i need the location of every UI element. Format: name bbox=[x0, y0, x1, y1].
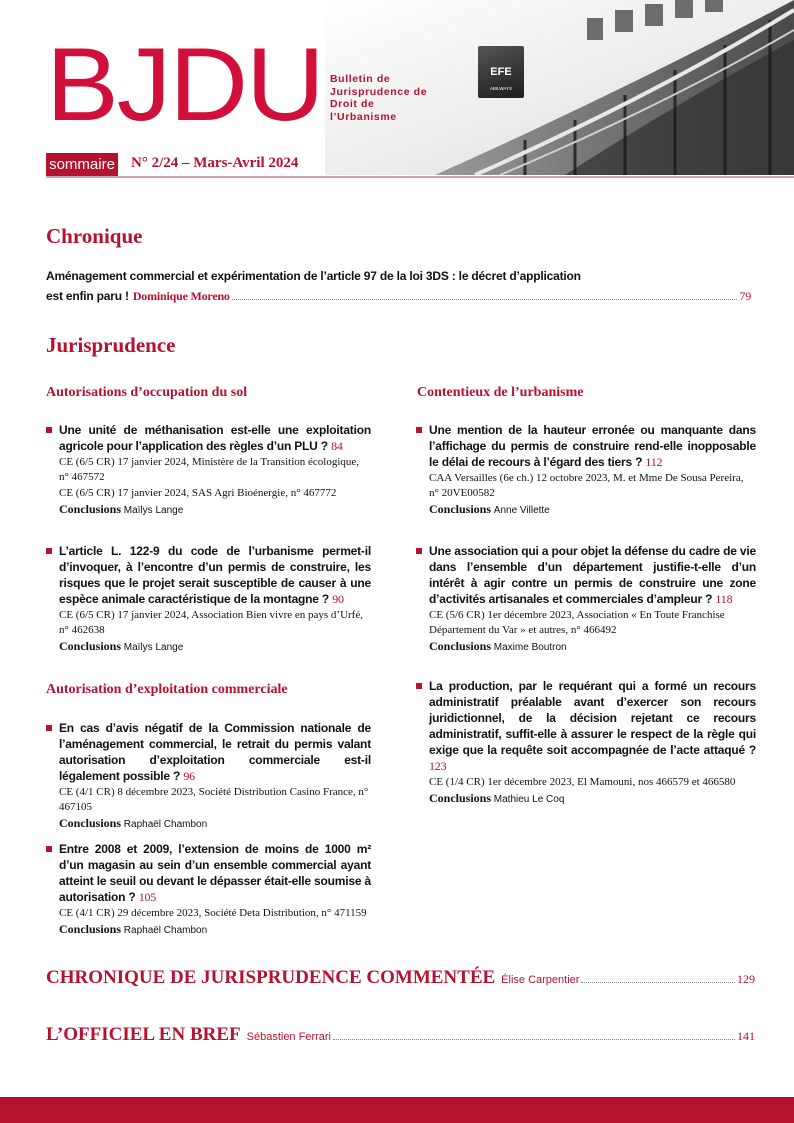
toc-entry[interactable]: Une mention de la hauteur erronée ou manquante dans l’affichage du permis de construire rend-elle inopposable le délai de recours à l’égard des tiers ? 112 CAA Versailles (6e ch.) 12 octobre 2023, M. et Mme De Sousa Pereira, n° 20VE00582 Conclusions Anne Villette bbox=[416, 422, 756, 519]
chronique-author: Dominique Moreno bbox=[132, 289, 230, 303]
toc-entry[interactable]: La production, par le requérant qui a formé un recours administratif préalable avant d’exercer son recours juridictionnel, de la décision rejetant ce recours administratif, suffit-elle à assurer le respect de la règle qui exige que la requête soit accompagnée de l’acte attaqué ? 123 CE (1/4 CR) 1er décembre 2023, El Mamouni, nos 466579 et 466580 Conclusions Mathieu Le Coq bbox=[416, 678, 756, 808]
subsection-occupation-sol: Autorisations d’occupation du sol bbox=[46, 385, 248, 400]
toc-entry[interactable]: Une association qui a pour objet la défense du cadre de vie dans l’ensemble d’un département justifie-t-elle d’un intérêt à agir contre un permis de construire une zone d’activités artisanales et commerciales d’ampleur ? 118 CE (5/6 CR) 1er décembre 2023, Association « En Toute Franchise Département du Var » et autres, n° 466492 Conclusions Maxime Boutron bbox=[416, 543, 756, 656]
toc-entry[interactable]: En cas d’avis négatif de la Commission nationale de l’aménagement commercial, le retrait du permis valant autorisation d’exploitation commerciale est-il légalement possible ? 96 CE (4/1 CR) 8 décembre 2023, Société Distribution Casino France, n° 467105 Conclusions Raphaël Chambon bbox=[46, 720, 371, 833]
subsection-exploitation-commerciale: Autorisation d’exploitation commerciale bbox=[46, 682, 288, 697]
footer-bar bbox=[0, 1097, 794, 1123]
chronique-heading: Chronique bbox=[46, 224, 143, 248]
issue-number: N° 2/24 – Mars-Avril 2024 bbox=[131, 155, 299, 171]
tagline: Bulletin de Jurisprudence de Droit de l’Urbanisme bbox=[330, 73, 428, 123]
officiel-en-bref-entry[interactable]: L’OFFICIEL EN BREF Sébastien Ferrari 141 bbox=[46, 1024, 755, 1045]
chronique-page: 79 bbox=[739, 289, 751, 303]
jurisprudence-heading: Jurisprudence bbox=[46, 333, 176, 357]
chronique-commentee-entry[interactable]: CHRONIQUE DE JURISPRUDENCE COMMENTÉE Élise Carpentier 129 bbox=[46, 967, 755, 988]
efe-publisher-logo: EFE ABILWAYS bbox=[478, 46, 524, 98]
chronique-entry[interactable]: Aménagement commercial et expérimentation de l’article 97 de la loi 3DS : le décret d’application est enfin paru ! Dominique Moreno 79 bbox=[46, 266, 751, 306]
header-rule bbox=[46, 176, 794, 178]
bjdu-logo: BJDU bbox=[46, 27, 323, 143]
subsection-contentieux: Contentieux de l’urbanisme bbox=[417, 385, 584, 400]
sommaire-label: sommaire bbox=[46, 153, 118, 176]
toc-entry[interactable]: L’article L. 122-9 du code de l’urbanisme permet-il d’invoquer, à l’encontre d’un permis de construire, les risques que le projet serait susceptible de causer à une espèce animale caractéristique de la montagne ? 90 CE (6/5 CR) 17 janvier 2024, Association Bien vivre en pays d’Urfé, n° 462638 Conclusions Maïlys Lange bbox=[46, 543, 371, 656]
toc-entry[interactable]: Une unité de méthanisation est-elle une exploitation agricole pour l’application des règles d’un PLU ? 84 CE (6/5 CR) 17 janvier 2024, Ministère de la Transition écologique, n° 467572 CE (6/5 CR) 17 janvier 2024, SAS Agri Bioénergie, n° 467772 Conclusions Maïlys Lange bbox=[46, 422, 371, 519]
toc-entry[interactable]: Entre 2008 et 2009, l’extension de moins de 1000 m² d’un magasin au sein d’un ensemble commercial ayant atteint le seuil ou devant le dépasser était-elle soumise à autorisation ? 105 CE (4/1 CR) 29 décembre 2023, Société Deta Distribution, n° 471159 Conclusions Raphaël Chambon bbox=[46, 841, 371, 939]
